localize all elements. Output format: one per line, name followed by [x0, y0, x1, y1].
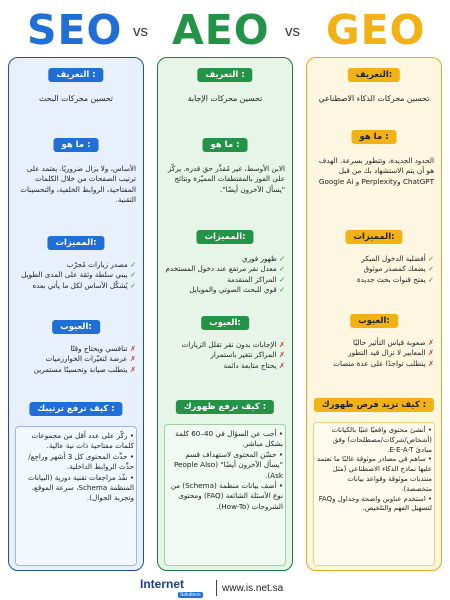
- geo-how-label: كيف تزيد فرص ظهورك :: [314, 398, 434, 412]
- list-item: ✗ المراكز تتغير باستمرار: [210, 350, 285, 360]
- list-item: • حسّن المحتوى لاستهداف قسم "يسأل الآخرون أيضًا" (People Also Ask).: [173, 449, 283, 480]
- aeo-what-label: ما هو :: [203, 138, 248, 152]
- geo-pros-list: [314, 254, 434, 285]
- geo-heading: GEO: [326, 6, 426, 54]
- seo-definition-text: تحسين محركات البحث: [39, 94, 113, 103]
- list-item: ✗ يتطلب تواجدًا على عدة منصات: [333, 358, 434, 368]
- seo-how-box: [15, 426, 137, 566]
- list-item: • ركّز على عدد أقل من مجموعات كلمات مفتاحية ذات نية عالية.: [31, 431, 134, 451]
- cross-icon: ✗: [425, 338, 434, 347]
- list-item: • حدِّث المحتوى كل 3 أشهر وراجِع/ حدِّث الروابط الداخلية.: [28, 451, 134, 472]
- list-item: • ساهم في مصادر موثوقة غالبًا ما تعتمد عليها نماذج الذكاء الاصطناعي (مثل منتديات موثوقة وقواعد بيانات متخصصة).: [316, 455, 432, 493]
- aeo-how-list: [167, 429, 283, 512]
- cross-icon: ✗: [276, 360, 285, 370]
- check-icon: ✓: [127, 260, 136, 269]
- aeo-column: [157, 57, 293, 571]
- website-link[interactable]: www.is.net.sa: [222, 583, 284, 594]
- aeo-pros-list: [165, 254, 285, 296]
- seo-cons-list: [16, 344, 136, 375]
- list-item: ✗ تنافسي ويحتاج وقتًا: [70, 344, 136, 353]
- vs-label-2: vs: [285, 23, 300, 40]
- list-item: • أجب عن السؤال في 40–60 كلمة بشكل مباشر.: [175, 429, 283, 449]
- seo-how-label: كيف ترفع ترتيبك :: [29, 402, 122, 416]
- list-item: ✗ صعوبة قياس التأثير حاليًا: [353, 338, 434, 347]
- check-icon: ✓: [276, 274, 285, 284]
- list-item: ✓ مصدر زيارات مُجرّب: [66, 260, 136, 269]
- cross-icon: ✗: [276, 350, 285, 360]
- list-item: ✓ أفضلية الدخول المبكر: [361, 254, 434, 263]
- geo-what-text: الحدود الجديدة، وتتطور بسرعة. الهدف هو أن يتم الاستشهاد بك من قبل ChatGPT وPerplexity و Google Ai: [318, 156, 434, 186]
- list-item: • أضف بيانات منظمة (Schema) من نوع الأسئلة الشائعة (FAQ) ومحتوى الشروحات (How-To).: [170, 481, 283, 511]
- cross-icon: ✗: [276, 340, 285, 349]
- cross-icon: ✗: [127, 354, 136, 364]
- aeo-definition-label: التعريف :: [197, 68, 252, 82]
- check-icon: ✓: [276, 264, 285, 274]
- list-item: ✓ قوي للبحث الصوتي والموبايل: [189, 285, 285, 295]
- seo-cons-label: العيوب:: [52, 320, 100, 334]
- check-icon: ✓: [425, 274, 434, 284]
- list-item: ✗ عرضة لتغيّرات الخوارزميات: [45, 354, 136, 364]
- check-icon: ✓: [425, 264, 434, 274]
- aeo-cons-list: [165, 340, 285, 371]
- list-item: ✓ ظهور فوري: [241, 254, 285, 263]
- aeo-heading: AEO: [172, 6, 270, 54]
- cross-icon: ✗: [127, 344, 136, 353]
- company-logo-subtitle: Solutions: [180, 592, 201, 598]
- geo-cons-list: [314, 338, 434, 369]
- seo-definition-label: التعريف :: [48, 68, 103, 82]
- check-icon: ✓: [127, 270, 136, 280]
- cross-icon: ✗: [425, 348, 434, 358]
- list-item: ✗ يتطلب صيانة وتحسينًا مستمرين: [33, 364, 136, 374]
- seo-column: [8, 57, 144, 571]
- geo-column: [306, 57, 442, 571]
- check-icon: ✓: [127, 280, 136, 290]
- check-icon: ✓: [425, 254, 434, 263]
- list-item: ✗ الإجابات بدون نقر تقلل الزيارات: [181, 340, 285, 349]
- list-item: ✓ المراكز المتقدمة: [227, 274, 285, 284]
- list-item: ✓ يضعك كمصدر موثوق: [363, 264, 434, 274]
- seo-what-text: الأساس، ولا يزال ضروريًا. يعتمد على ترتيب الصفحات من خلال الكلمات المفتاحية، الروابط الخلفية، والتحسينات التقنية.: [20, 164, 136, 205]
- list-item: • أنشئ محتوى واقعيًا غنيًا بالكيانات (أشخاص/شركات/مصطلحات) وفق مبادئ E-E-A-T.: [331, 426, 432, 454]
- cross-icon: ✗: [127, 364, 136, 374]
- company-logo: Internet: [140, 577, 185, 591]
- seo-what-label: ما هو :: [54, 138, 99, 152]
- check-icon: ✓: [276, 285, 285, 295]
- list-item: • استخدم عناوين واضحة وجداول وFAQ لتسهيل الفهم والتلخيص.: [318, 494, 432, 513]
- footer-divider: [216, 580, 217, 596]
- aeo-how-label: كيف ترفع ظهورك :: [176, 400, 274, 414]
- cross-icon: ✗: [425, 358, 434, 368]
- aeo-how-box: [164, 424, 286, 566]
- list-item: ✓ معدل نقر مرتفع عند دخول المستخدم: [165, 264, 285, 274]
- geo-pros-label: المميزات:: [345, 230, 402, 244]
- seo-pros-list: [16, 260, 136, 291]
- aeo-what-text: الابن الأوسط، غير مُقدَّر حق قدره. يركّز على الفوز بالمقتطفات المميّزة ونتائج "يسأل الآخرون أيضًا".: [167, 164, 285, 194]
- geo-cons-label: العيوب:: [350, 314, 398, 328]
- seo-pros-label: المميزات:: [47, 236, 104, 250]
- aeo-definition-text: تحسين محركات الإجابة: [187, 94, 263, 103]
- list-item: ✗ يحتاج متابعة دائمة: [223, 360, 285, 370]
- aeo-cons-label: العيوب:: [201, 316, 249, 330]
- list-item: ✓ يُشكّل الأساس لكل ما يأتي بعده: [32, 280, 136, 290]
- geo-how-list: [316, 426, 432, 514]
- aeo-pros-label: المميزات:: [196, 230, 253, 244]
- check-icon: ✓: [276, 254, 285, 263]
- list-item: ✗ المعايير لا تزال قيد التطور: [348, 348, 434, 358]
- list-item: • نفّذ مراجعات تقنية دورية (البيانات المنظمة Schema، سرعة الموقع، وتجربة الجوال).: [27, 472, 134, 503]
- seo-how-list: [18, 431, 134, 504]
- vs-label-1: vs: [133, 23, 148, 40]
- geo-definition-text: تحسين محركات الذكاء الاصطناعي: [318, 94, 430, 103]
- footer: [0, 576, 450, 600]
- geo-what-label: ما هو :: [352, 130, 397, 144]
- geo-how-box: [313, 422, 435, 566]
- list-item: ✓ يبني سلطة وثقة على المدى الطويل: [21, 270, 136, 280]
- list-item: ✓ يفتح قنوات بحث جديدة: [356, 274, 434, 284]
- seo-heading: SEO: [27, 6, 123, 54]
- geo-definition-label: التعريف:: [348, 68, 400, 82]
- header: [0, 0, 450, 56]
